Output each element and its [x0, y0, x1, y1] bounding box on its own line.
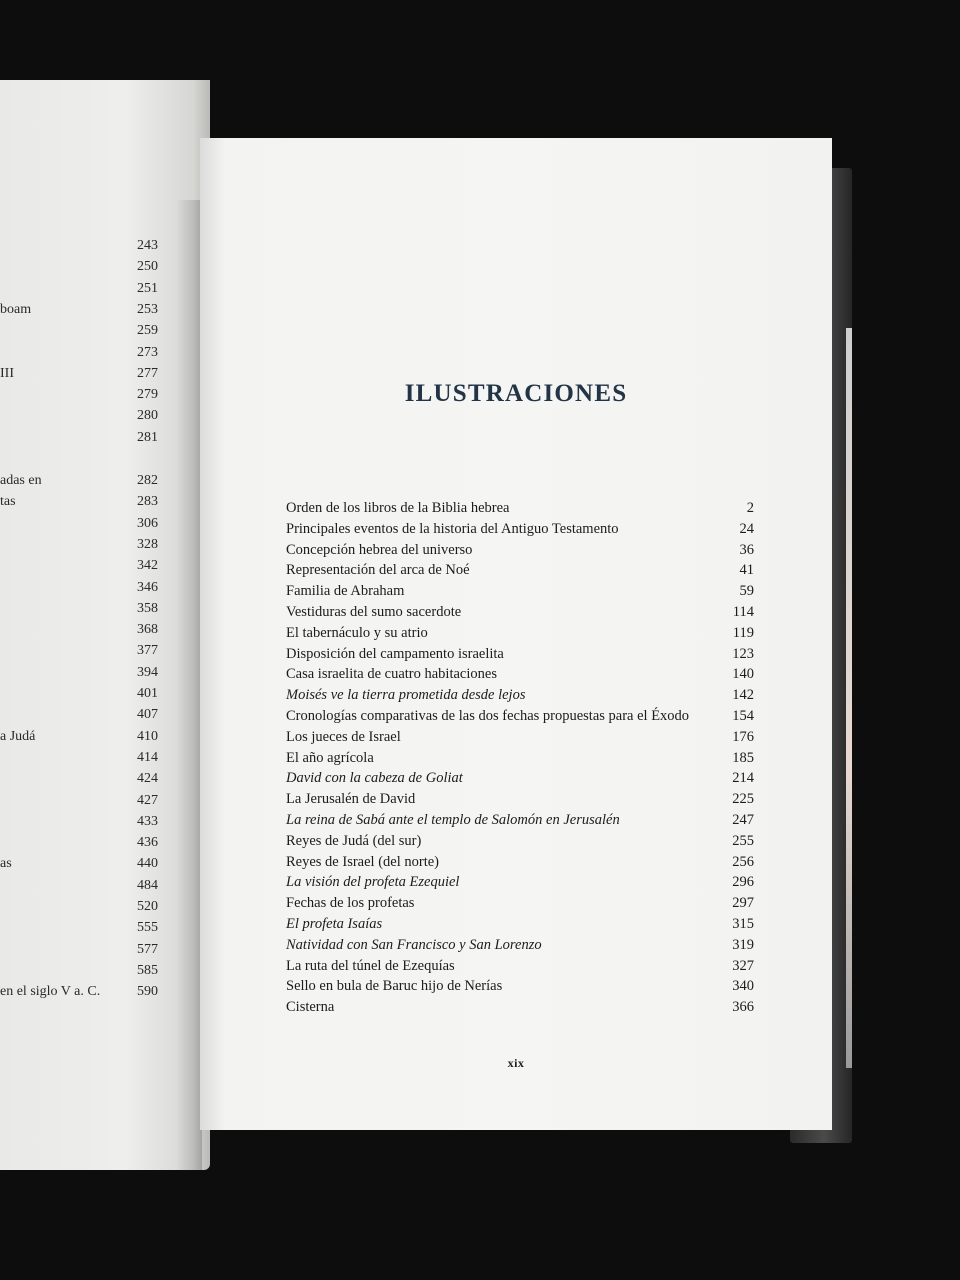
left-page-number: 250 — [137, 259, 158, 275]
illustration-page-number: 41 — [739, 562, 754, 579]
illustration-title: El año agrícola — [286, 749, 374, 766]
illustration-page-number: 2 — [746, 500, 754, 516]
illustration-page-number: 327 — [732, 957, 754, 974]
illustration-entry — [286, 958, 754, 978]
illustration-entry — [286, 770, 754, 790]
left-page-gutter-shadow — [176, 200, 202, 1170]
illustration-page-number: 296 — [732, 874, 754, 891]
left-page-number: 394 — [137, 664, 158, 680]
left-page-number: 484 — [137, 877, 158, 893]
illustration-title: Representación del arca de Noé — [286, 562, 470, 579]
left-page-text-fragment: adas en — [0, 473, 42, 488]
illustration-title: Moisés ve la tierra prometida desde lejos — [286, 687, 526, 704]
illustration-page-number: 154 — [732, 708, 754, 724]
illustration-title: La reina de Sabá ante el templo de Salomón en Jerusalén — [286, 812, 620, 828]
illustration-entry — [286, 625, 754, 645]
left-page-number: 243 — [137, 238, 158, 253]
left-page-number: 283 — [137, 494, 158, 510]
left-page-number: 277 — [137, 365, 158, 381]
illustration-entry — [286, 583, 754, 603]
illustration-title: Orden de los libros de la Biblia hebrea — [286, 500, 510, 516]
illustration-title: Casa israelita de cuatro habitaciones — [286, 666, 497, 683]
illustration-title: La Jerusalén de David — [286, 791, 416, 808]
left-page-number: 410 — [137, 728, 158, 744]
left-page-number: 273 — [137, 344, 158, 360]
illustration-entry — [286, 854, 754, 874]
illustration-title: El tabernáculo y su atrio — [286, 624, 428, 641]
illustration-title: Vestiduras del sumo sacerdote — [286, 604, 462, 620]
left-page — [0, 80, 210, 1170]
page-folio: xix — [507, 1056, 525, 1070]
left-page-number: 555 — [137, 920, 158, 936]
left-page-number: 346 — [137, 579, 158, 595]
left-page-number: 279 — [137, 387, 158, 403]
illustration-page-number: 340 — [732, 978, 754, 995]
left-page-number: 280 — [137, 408, 158, 424]
left-page-number: 253 — [137, 301, 158, 317]
illustration-title: Cisterna — [286, 999, 335, 1016]
illustration-page-number: 59 — [739, 583, 754, 600]
illustration-title: El profeta Isaías — [286, 916, 383, 932]
right-page — [200, 138, 832, 1130]
left-page-number: 585 — [137, 962, 158, 978]
left-page-text-fragment: tas — [0, 494, 16, 510]
left-page-number: 427 — [137, 792, 158, 808]
illustration-entry — [286, 646, 754, 666]
left-page-number: 407 — [137, 707, 158, 723]
left-page-number: 358 — [137, 600, 158, 616]
left-page-number: 424 — [137, 771, 158, 787]
illustration-page-number: 185 — [732, 749, 754, 766]
illustration-page-number: 315 — [732, 916, 754, 932]
illustration-entry — [286, 666, 754, 686]
illustration-title: Concepción hebrea del universo — [286, 541, 473, 558]
illustration-page-number: 297 — [732, 895, 754, 912]
left-page-text-fragment: en el siglo V a. C. — [0, 984, 101, 1000]
illustration-title: Los jueces de Israel — [286, 728, 401, 745]
left-page-text-fragment: a Judá — [0, 728, 36, 744]
illustration-page-number: 255 — [732, 832, 754, 849]
illustration-title: David con la cabeza de Goliat — [286, 770, 463, 787]
illustration-entry — [286, 791, 754, 811]
illustration-title: Familia de Abraham — [286, 583, 405, 600]
illustration-entry — [286, 937, 754, 957]
illustration-title: Cronologías comparativas de las dos fechas propuestas para el Éxodo — [286, 708, 690, 724]
illustration-entry — [286, 833, 754, 853]
illustration-entry — [286, 812, 754, 832]
illustration-entry — [286, 874, 754, 894]
illustration-page-number: 366 — [732, 999, 754, 1016]
illustration-page-number: 123 — [732, 645, 754, 662]
left-page-number: 520 — [137, 899, 158, 914]
left-page-number: 251 — [137, 280, 158, 296]
left-page-number: 368 — [137, 622, 158, 638]
illustration-title: La ruta del túnel de Ezequías — [286, 957, 455, 974]
left-page-number: 401 — [137, 686, 158, 701]
illustration-entry — [286, 500, 754, 520]
illustration-page-number: 114 — [732, 604, 754, 620]
illustration-entry — [286, 562, 754, 582]
illustration-title: Fechas de los profetas — [286, 895, 415, 912]
illustration-entry — [286, 604, 754, 624]
illustration-page-number: 119 — [732, 624, 754, 641]
illustration-title: La visión del profeta Ezequiel — [286, 874, 460, 891]
illustration-entry — [286, 916, 754, 936]
illustration-page-number: 225 — [732, 791, 754, 808]
left-page-number: 259 — [137, 323, 158, 339]
left-page-number: 436 — [137, 835, 158, 851]
illustration-entry — [286, 542, 754, 562]
illustration-title: Principales eventos de la historia del Antiguo Testamento — [286, 520, 619, 537]
illustration-entry — [286, 708, 754, 728]
illustration-entry — [286, 521, 754, 541]
left-page-text-fragment: III — [0, 365, 14, 381]
illustration-page-number: 256 — [732, 853, 754, 870]
illustration-entry — [286, 999, 754, 1019]
illustration-entry — [286, 729, 754, 749]
illustration-page-number: 176 — [732, 728, 754, 745]
illustration-page-number: 319 — [732, 936, 754, 953]
left-page-text-fragment: boam — [0, 301, 32, 317]
left-page-number: 328 — [137, 536, 158, 552]
left-page-number: 282 — [137, 473, 158, 488]
left-page-number: 433 — [137, 813, 158, 829]
illustration-page-number: 36 — [739, 541, 754, 558]
illustration-title: Natividad con San Francisco y San Lorenzo — [286, 936, 542, 953]
left-page-text-fragment: as — [0, 856, 12, 872]
illustration-title: Reyes de Judá (del sur) — [286, 832, 422, 849]
illustration-entry — [286, 687, 754, 707]
page-title: ILUSTRACIONES — [404, 380, 628, 407]
illustration-title: Reyes de Israel (del norte) — [286, 853, 439, 870]
cover-stripe — [846, 328, 852, 1068]
left-page-number: 577 — [137, 941, 158, 957]
illustration-page-number: 142 — [732, 687, 754, 704]
left-page-number: 342 — [137, 558, 158, 574]
left-page-number: 377 — [137, 643, 158, 659]
illustration-page-number: 214 — [732, 770, 754, 787]
left-page-number: 590 — [137, 984, 158, 1000]
left-page-number: 414 — [137, 749, 158, 765]
illustration-page-number: 247 — [732, 812, 754, 828]
illustration-title: Sello en bula de Baruc hijo de Nerías — [286, 978, 503, 995]
illustration-page-number: 140 — [732, 666, 754, 683]
left-page-number: 281 — [137, 429, 158, 445]
left-page-number: 440 — [137, 856, 158, 872]
left-page-number: 306 — [137, 515, 158, 531]
illustration-title: Disposición del campamento israelita — [286, 645, 504, 662]
illustration-entry — [286, 978, 754, 998]
illustration-page-number: 24 — [739, 520, 754, 537]
illustration-entry — [286, 750, 754, 770]
illustration-entry — [286, 895, 754, 915]
